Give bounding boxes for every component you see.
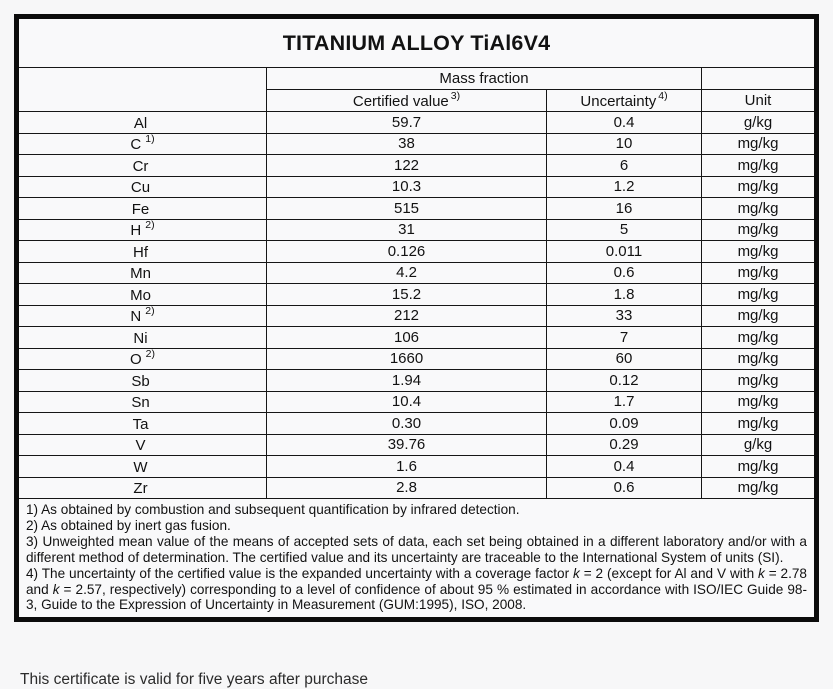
certified-value-cell: 106 — [267, 327, 547, 349]
unit-cell: mg/kg — [702, 198, 817, 220]
table-row — [17, 305, 817, 327]
table-row — [17, 391, 817, 413]
unit-cell: mg/kg — [702, 391, 817, 413]
unit-cell: mg/kg — [702, 133, 817, 155]
uncertainty-cell: 33 — [547, 305, 702, 327]
certificate-table — [14, 14, 819, 622]
unit-cell: mg/kg — [702, 456, 817, 478]
unit-header: Unit — [702, 90, 817, 112]
uncertainty-cell: 0.12 — [547, 370, 702, 392]
element-footnote-marker: 2) — [145, 305, 155, 318]
element-symbol: Fe — [131, 200, 150, 218]
uncertainty-cell: 0.4 — [547, 456, 702, 478]
element-symbol: Cr — [132, 157, 149, 175]
footnote4-marker: 4) — [658, 90, 668, 102]
element-column-header-blank — [17, 68, 267, 112]
unit-column-spacer — [702, 68, 817, 90]
element-cell — [17, 284, 267, 306]
element-symbol: H — [130, 222, 142, 240]
footnote: 3) Unweighted mean value of the means of accepted sets of data, each set being obtained in a different laboratory and/or with a different method of determination. The certified value and its uncertainty are traceable to the International System of units (SI). — [26, 533, 807, 565]
element-cell — [17, 155, 267, 177]
uncertainty-cell: 1.8 — [547, 284, 702, 306]
certified-value-cell: 515 — [267, 198, 547, 220]
element-symbol: Ta — [132, 415, 149, 433]
footnote: 4) The uncertainty of the certified value is the expanded uncertainty with a coverage factor k = 2 (except for Al and V with k = 2.78 and k = 2.57, respectively) corresponding to a level of confidence of about 95 % estimated in accordance with ISO/IEC Guide 98-3, Guide to the Expression of Uncertainty in Measurement (GUM:1995), ISO, 2008. — [26, 565, 807, 613]
uncertainty-cell: 0.6 — [547, 477, 702, 499]
table-row — [17, 262, 817, 284]
certified-value-cell: 10.4 — [267, 391, 547, 413]
uncertainty-cell: 5 — [547, 219, 702, 241]
uncertainty-cell: 0.011 — [547, 241, 702, 263]
certificate-validity-note: This certificate is valid for five years after purchase — [20, 671, 369, 688]
table-row — [17, 284, 817, 306]
table-row — [17, 327, 817, 349]
element-cell — [17, 262, 267, 284]
table-row — [17, 155, 817, 177]
unit-cell: mg/kg — [702, 284, 817, 306]
element-symbol: Cu — [130, 179, 151, 197]
unit-cell: mg/kg — [702, 348, 817, 370]
uncertainty-cell: 0.09 — [547, 413, 702, 435]
unit-cell: mg/kg — [702, 327, 817, 349]
element-cell — [17, 176, 267, 198]
element-cell — [17, 327, 267, 349]
certified-value-cell: 1660 — [267, 348, 547, 370]
table-row — [17, 413, 817, 435]
table-row — [17, 241, 817, 263]
element-cell — [17, 198, 267, 220]
element-cell — [17, 219, 267, 241]
element-cell — [17, 133, 267, 155]
certified-value-cell: 1.6 — [267, 456, 547, 478]
element-symbol: Mo — [130, 286, 151, 304]
element-cell — [17, 112, 267, 134]
element-symbol: Mn — [130, 265, 151, 283]
element-symbol: Sb — [131, 372, 150, 390]
table-row — [17, 370, 817, 392]
footnotes — [17, 499, 817, 620]
table-row — [17, 477, 817, 499]
element-footnote-marker: 2) — [145, 348, 155, 361]
table-row — [17, 348, 817, 370]
element-symbol: N — [130, 308, 142, 326]
mass-fraction-header: Mass fraction — [267, 68, 702, 90]
element-symbol: Sn — [131, 394, 150, 412]
uncertainty-header — [547, 90, 702, 112]
certified-value-cell: 122 — [267, 155, 547, 177]
unit-cell: mg/kg — [702, 155, 817, 177]
element-footnote-marker: 2) — [145, 219, 155, 232]
table-row — [17, 219, 817, 241]
element-cell — [17, 305, 267, 327]
element-cell — [17, 391, 267, 413]
element-cell — [17, 456, 267, 478]
unit-cell: mg/kg — [702, 370, 817, 392]
table-row — [17, 198, 817, 220]
page-title: TITANIUM ALLOY TiAl6V4 — [17, 17, 817, 68]
uncertainty-cell: 0.29 — [547, 434, 702, 456]
element-cell — [17, 348, 267, 370]
element-cell — [17, 477, 267, 499]
uncertainty-cell: 1.2 — [547, 176, 702, 198]
element-symbol: Ni — [133, 329, 148, 347]
certified-value-header — [267, 90, 547, 112]
uncertainty-cell: 16 — [547, 198, 702, 220]
certified-value-header-label: Certified value — [352, 93, 449, 110]
unit-cell: mg/kg — [702, 219, 817, 241]
uncertainty-cell: 6 — [547, 155, 702, 177]
uncertainty-cell: 0.4 — [547, 112, 702, 134]
element-cell — [17, 241, 267, 263]
element-cell — [17, 434, 267, 456]
certified-value-cell: 1.94 — [267, 370, 547, 392]
uncertainty-cell: 7 — [547, 327, 702, 349]
certified-value-cell: 31 — [267, 219, 547, 241]
element-cell — [17, 370, 267, 392]
unit-cell: mg/kg — [702, 413, 817, 435]
table-row — [17, 133, 817, 155]
unit-cell: mg/kg — [702, 477, 817, 499]
table-row — [17, 434, 817, 456]
header-row-group — [17, 68, 817, 90]
element-symbol: C — [130, 136, 142, 154]
title-row — [17, 17, 817, 68]
unit-cell: mg/kg — [702, 305, 817, 327]
certified-value-cell: 2.8 — [267, 477, 547, 499]
certified-value-cell: 10.3 — [267, 176, 547, 198]
footnotes-row — [17, 499, 817, 620]
unit-cell: g/kg — [702, 112, 817, 134]
element-symbol: Al — [133, 114, 148, 132]
certified-value-cell: 212 — [267, 305, 547, 327]
certified-value-cell: 0.30 — [267, 413, 547, 435]
unit-cell: mg/kg — [702, 262, 817, 284]
footnote3-marker: 3) — [450, 90, 461, 102]
table-row — [17, 112, 817, 134]
certified-value-cell: 59.7 — [267, 112, 547, 134]
unit-cell: mg/kg — [702, 241, 817, 263]
table-row — [17, 176, 817, 198]
certified-value-cell: 38 — [267, 133, 547, 155]
certified-value-cell: 4.2 — [267, 262, 547, 284]
element-symbol: O — [129, 351, 142, 369]
element-symbol: Hf — [133, 243, 148, 261]
uncertainty-cell: 0.6 — [547, 262, 702, 284]
certified-value-cell: 15.2 — [267, 284, 547, 306]
element-symbol: W — [133, 458, 148, 476]
unit-cell: mg/kg — [702, 176, 817, 198]
footnote: 2) As obtained by inert gas fusion. — [26, 517, 231, 533]
uncertainty-cell: 1.7 — [547, 391, 702, 413]
uncertainty-cell: 60 — [547, 348, 702, 370]
unit-cell: g/kg — [702, 434, 817, 456]
element-footnote-marker: 1) — [145, 133, 155, 146]
certified-value-cell: 39.76 — [267, 434, 547, 456]
uncertainty-header-label: Uncertainty — [580, 93, 657, 110]
element-symbol: Zr — [133, 480, 148, 498]
table-row — [17, 456, 817, 478]
uncertainty-cell: 10 — [547, 133, 702, 155]
element-symbol: V — [135, 437, 146, 455]
element-cell — [17, 413, 267, 435]
footnote: 1) As obtained by combustion and subsequent quantification by infrared detection. — [26, 502, 520, 517]
certified-value-cell: 0.126 — [267, 241, 547, 263]
